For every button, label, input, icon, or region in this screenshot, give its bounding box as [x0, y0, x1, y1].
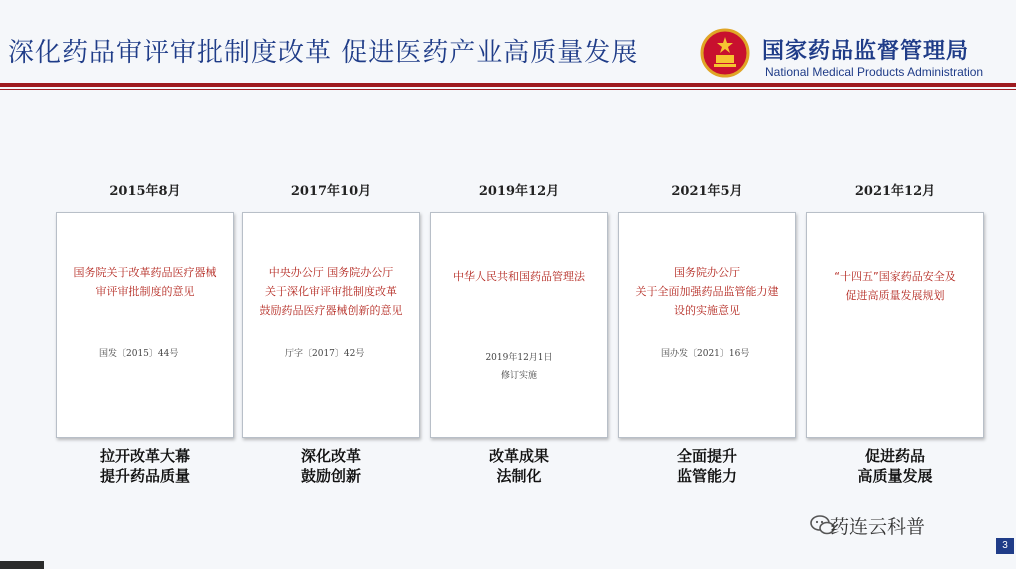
document-reference	[65, 345, 225, 363]
document-title-line: 国务院关于改革药品医疗器械	[73, 266, 217, 279]
document-title-line: 鼓励药品医疗器械创新的意见	[259, 304, 403, 317]
document-title-line: 设的实施意见	[674, 304, 740, 317]
timeline-date: 2015年8月	[109, 184, 181, 199]
page-number: 3	[996, 538, 1014, 554]
policy-document-card	[806, 212, 984, 438]
timeline-caption	[618, 446, 796, 486]
document-title-line: 促进高质量发展规划	[845, 289, 945, 302]
document-title	[65, 263, 225, 301]
national-emblem-icon	[700, 28, 750, 78]
timeline-caption-line: 法制化	[496, 467, 542, 485]
document-title-line: “十四五”国家药品安全及	[834, 270, 956, 283]
document-title-line: 关于深化审评审批制度改革	[265, 285, 397, 298]
document-title	[251, 263, 411, 320]
document-reference-line: 厅字〔2017〕42号	[285, 349, 365, 359]
slide-header	[0, 0, 1016, 90]
policy-document-card	[242, 212, 420, 438]
timeline-caption-line: 全面提升	[676, 447, 737, 465]
document-reference-line: 2019年12月1日	[485, 353, 553, 363]
timeline-caption-line: 深化改革	[300, 447, 361, 465]
org-name-en: National Medical Products Administration	[765, 65, 984, 79]
document-title	[439, 267, 599, 286]
timeline-date: 2019年12月	[478, 184, 560, 199]
document-reference	[627, 345, 787, 363]
timeline-caption	[56, 446, 234, 486]
policy-document-card	[618, 212, 796, 438]
timeline-caption-line: 提升药品质量	[99, 467, 190, 485]
watermark-text: 药连云科普	[830, 516, 926, 538]
document-title-line: 中华人民共和国药品管理法	[453, 270, 585, 283]
timeline-caption-line: 监管能力	[676, 467, 737, 485]
timeline-caption	[430, 446, 608, 486]
document-title-line: 国务院办公厅	[674, 266, 740, 279]
document-title	[627, 263, 787, 320]
org-name-cn: 国家药品监督管理局	[762, 39, 970, 64]
timeline-date: 2021年5月	[671, 184, 743, 199]
timeline-caption-line: 改革成果	[488, 447, 549, 465]
document-title	[815, 267, 975, 305]
timeline-date: 2021年12月	[854, 184, 936, 199]
corner-mark	[0, 561, 44, 569]
document-reference	[251, 345, 411, 363]
timeline-caption-line: 鼓励创新	[300, 467, 361, 485]
document-title-line: 关于全面加强药品监管能力建	[635, 285, 779, 298]
policy-document-card	[56, 212, 234, 438]
header-divider	[0, 83, 1016, 87]
slide-title: 深化药品审评审批制度改革 促进医药产业高质量发展	[8, 38, 639, 68]
timeline-caption-line: 高质量发展	[857, 467, 933, 485]
header-divider-thin	[0, 89, 1016, 90]
document-title-line: 中央办公厅 国务院办公厅	[268, 266, 394, 279]
document-reference-line: 国发〔2015〕44号	[99, 349, 179, 359]
document-reference	[439, 349, 599, 385]
document-title-line: 审评审批制度的意见	[95, 285, 195, 298]
document-reference-line: 修订实施	[500, 371, 537, 381]
timeline-caption-line: 促进药品	[864, 447, 925, 465]
timeline-caption	[806, 446, 984, 486]
timeline-caption	[242, 446, 420, 486]
document-reference-line: 国办发〔2021〕16号	[661, 349, 750, 359]
timeline-caption-line: 拉开改革大幕	[99, 447, 190, 465]
timeline-date: 2017年10月	[290, 184, 372, 199]
policy-document-card	[430, 212, 608, 438]
